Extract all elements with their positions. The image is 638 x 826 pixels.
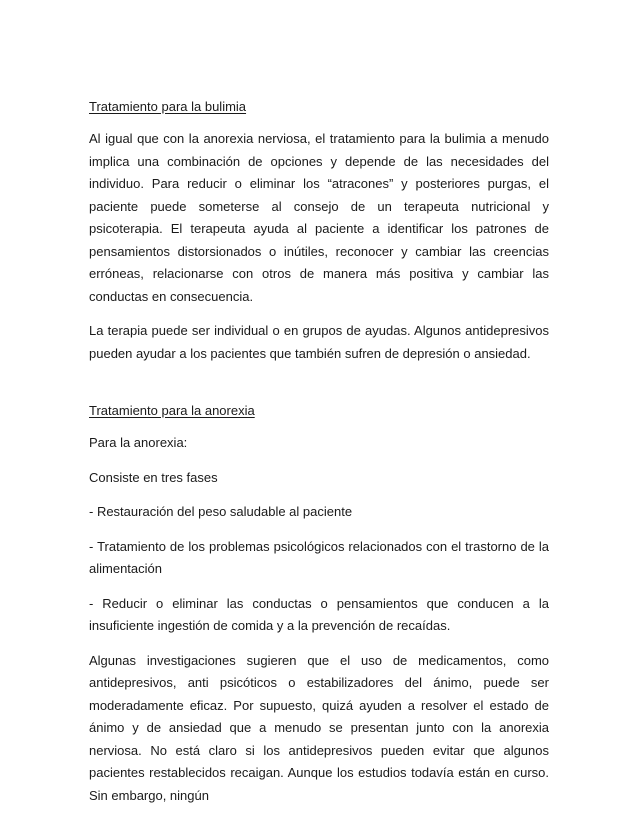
bulimia-heading: Tratamiento para la bulimia xyxy=(89,99,247,114)
anorexia-phase-1: - Restauración del peso saludable al paciente xyxy=(89,504,353,519)
anorexia-intro: Para la anorexia: xyxy=(89,435,188,450)
anorexia-phase-2: - Tratamiento de los problemas psicológicos relacionados con el trastorno de la alimentación xyxy=(89,538,549,576)
anorexia-phases-intro: Consiste en tres fases xyxy=(89,469,218,485)
bulimia-paragraph-2: La terapia puede ser individual o en grupos de ayudas. Algunos antidepresivos pueden ayudar a los pacientes que también sufren de depresión o ansiedad. xyxy=(89,323,549,361)
anorexia-closing-paragraph: Algunas investigaciones sugieren que el uso de medicamentos, como antidepresivos, anti psicóticos o estabilizadores del ánimo, puede ser moderadamente eficaz. Por supuesto, quizá ayuden a resolver el estado de ánimo y de ansiedad que a menudo se presentan junto con la anorexia nerviosa. No está claro si los antidepresivos pueden evitar que algunos pacientes restablecidos recaigan. Aunque los estudios todavía están en curso. Sin embargo, ningún xyxy=(89,652,549,803)
anorexia-phase-3: - Reducir o eliminar las conductas o pensamientos que conducen a la insuficiente ingestión de comida y a la prevención de recaídas. xyxy=(89,595,549,633)
anorexia-heading: Tratamiento para la anorexia xyxy=(89,403,255,418)
document-body xyxy=(89,97,549,819)
bulimia-paragraph-1: Al igual que con la anorexia nerviosa, el tratamiento para la bulimia a menudo implica una combinación de opciones y depende de las necesidades del individuo. Para reducir o eliminar los “atracones” y posteriores purgas, el paciente puede someterse al consejo de un terapeuta nutricional y psicoterapia. El terapeuta ayuda al paciente a identificar los patrones de pensamientos distorsionados o inútiles, reconocer y cambiar las creencias erróneas, relacionarse con otros de manera más positiva y cambiar las conductas en consecuencia. xyxy=(89,131,549,304)
section-spacer xyxy=(89,377,549,401)
